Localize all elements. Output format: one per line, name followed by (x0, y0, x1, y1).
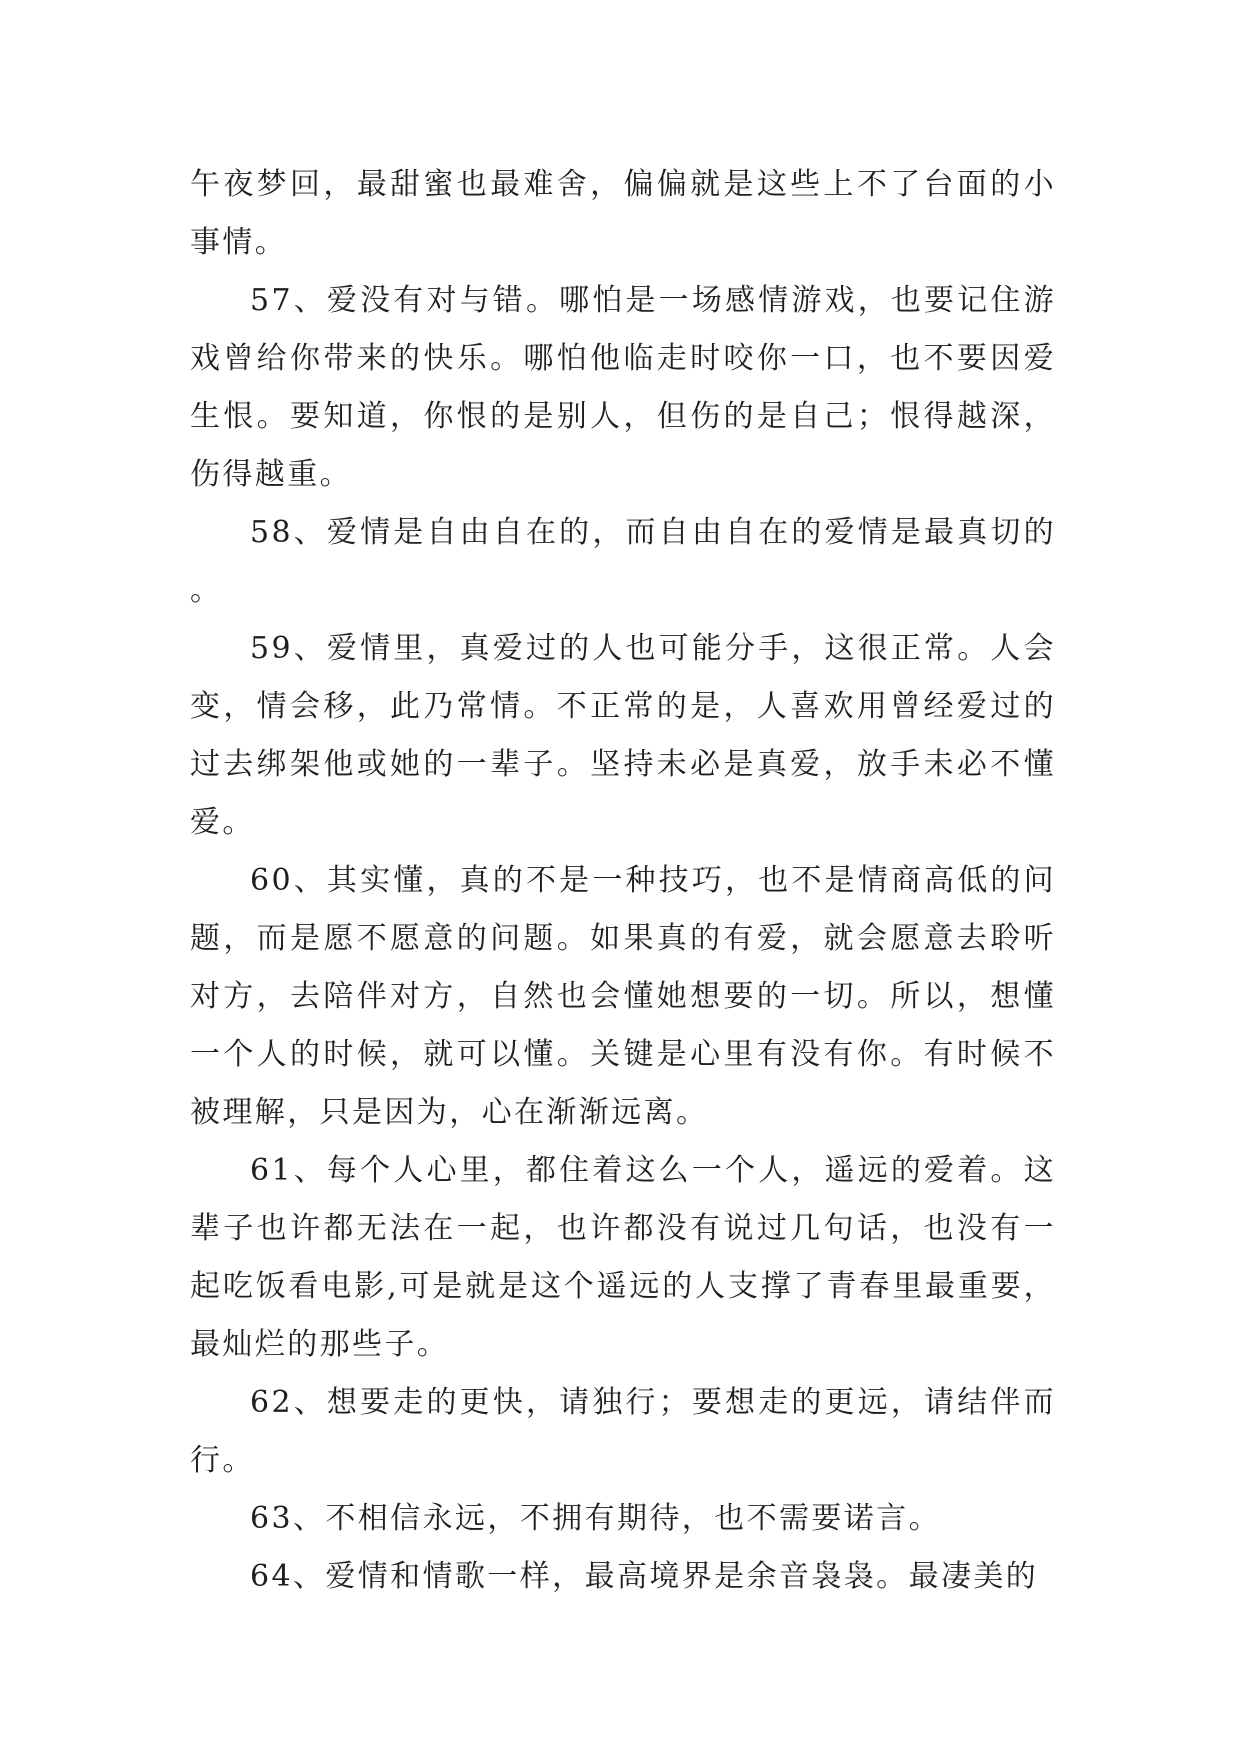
paragraph-63: 63、不相信永远，不拥有期待，也不需要诺言。 (250, 1501, 941, 1536)
paragraph-58: 58、爱情是自由自在的，而自由自在的爱情是最真切的。 (190, 515, 1056, 608)
paragraph-continuation: 午夜梦回，最甜蜜也最难舍，偏偏就是这些上不了台面的小事情。 (190, 167, 1056, 260)
paragraph-57: 57、爱没有对与错。哪怕是一场感情游戏，也要记住游戏曾给你带来的快乐。哪怕他临走时咬你一口，也不要因爱生恨。要知道，你恨的是别人，但伤的是自己；恨得越深，伤得越重。 (190, 283, 1056, 492)
paragraph-64: 64、爱情和情歌一样，最高境界是余音袅袅。最凄美的 (250, 1559, 1039, 1594)
paragraph-60: 60、其实懂，真的不是一种技巧，也不是情商高低的问题，而是愿不愿意的问题。如果真的有爱，就会愿意去聆听对方，去陪伴对方，自然也会懂她想要的一切。所以，想懂一个人的时候，就可以懂。关键是心里有没有你。有时候不被理解，只是因为，心在渐渐远离。 (190, 863, 1056, 1130)
paragraph-62: 62、想要走的更快，请独行；要想走的更远，请结伴而行。 (190, 1385, 1056, 1478)
document-body (190, 156, 1056, 1606)
paragraph-61: 61、每个人心里，都住着这么一个人，遥远的爱着。这辈子也许都无法在一起，也许都没有说过几句话，也没有一起吃饭看电影,可是就是这个遥远的人支撑了青春里最重要，最灿烂的那些子。 (190, 1153, 1056, 1362)
paragraph-59: 59、爱情里，真爱过的人也可能分手，这很正常。人会变，情会移，此乃常情。不正常的是，人喜欢用曾经爱过的过去绑架他或她的一辈子。坚持未必是真爱，放手未必不懂爱。 (190, 631, 1056, 840)
